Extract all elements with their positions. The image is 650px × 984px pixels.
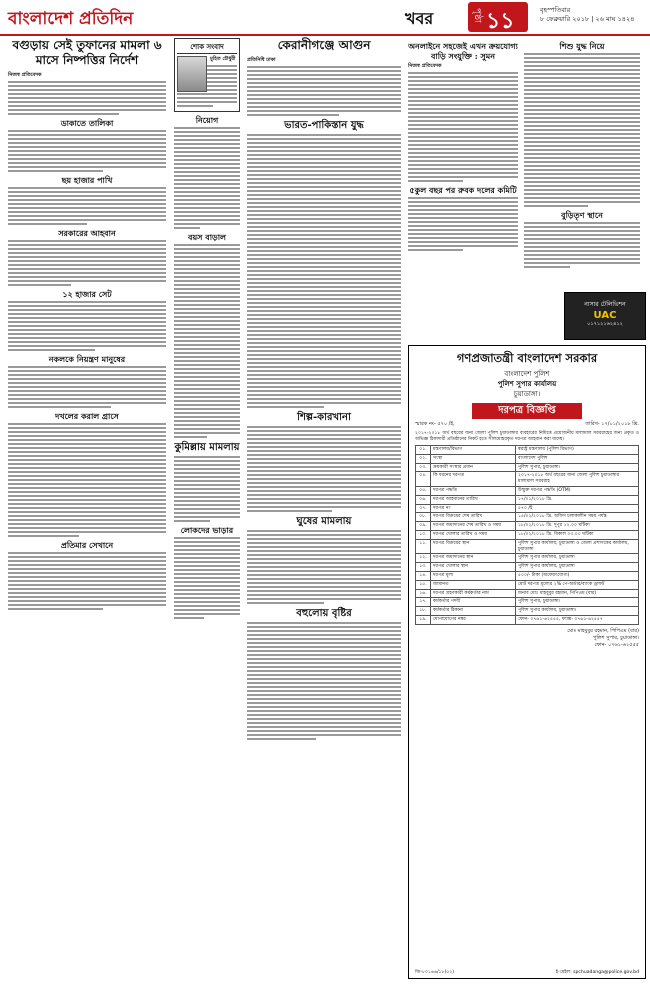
tender-cell-v: ১৮/০২/২০১৮ খ্রি. বিকাল ০৩.০০ ঘটিকা	[516, 530, 639, 539]
tender-cell-v: স্বরাষ্ট্র মন্ত্রণালয় (পুলিশ বিভাগ)	[516, 446, 639, 455]
day-label: বৃহস্পতিবার	[540, 6, 571, 14]
tender-row	[416, 495, 639, 504]
tender-cell-k: ১০.	[416, 530, 431, 539]
tender-cell-l: মন্ত্রণালয়/বিভাগ	[431, 446, 516, 455]
article-text	[8, 366, 166, 408]
tender-cell-v: ১৭/০১/২০১৮ খ্রি.	[516, 495, 639, 504]
article-text	[8, 240, 166, 286]
tender-row	[416, 571, 639, 580]
article-text	[247, 134, 401, 408]
subhead: নকলকে নিয়ন্ত্রণ মানুষের	[48, 354, 126, 364]
article-text	[8, 81, 166, 115]
signatory-name: মোঃ মাহবুবুর রহমান, পিপিএম (বার)	[567, 627, 639, 634]
article-text	[408, 72, 518, 182]
tender-cell-v: জনাব মোঃ মাহবুবুর রহমান, পিপিএম (বার)	[516, 589, 639, 598]
tender-cell-v: পুলিশ সুপার কার্যালয়, চুয়াডাঙ্গা ও জেলা প্রশাসকের কার্যালয়, চুয়াডাঙ্গা	[516, 539, 639, 554]
article-text	[247, 66, 401, 116]
tender-row	[416, 580, 639, 589]
subhead: সরকারের আহবান	[58, 228, 116, 238]
tender-row	[416, 554, 639, 563]
subhead: ঘুষের মামলায়	[296, 516, 352, 527]
tender-cell-v: ১৫/০২/২০১৮ খ্রি. অফিস চলাকালীন সময় পর্যন্ত	[516, 513, 639, 522]
tender-cell-l: কর্মকর্তার পদবী	[431, 598, 516, 607]
masthead	[0, 0, 650, 36]
tender-cell-k: ১৪.	[416, 571, 431, 580]
email-address: ই-মেইল: spchuadanga@police.gov.bd	[555, 970, 639, 975]
article-text	[247, 622, 401, 740]
tender-row	[416, 607, 639, 616]
tender-cell-l: সংস্থা	[431, 454, 516, 463]
tender-cell-l: দরপত্র খোলার তারিখ ও সময়	[431, 530, 516, 539]
tender-row	[416, 472, 639, 487]
tender-cell-v: ফোন- ০৭৬১-৬২৫৫৫, ফ্যাক্স- ০৭৬১-৬২৫৫৭	[516, 615, 639, 624]
office-name: পুলিশ সুপার কার্যালয়	[497, 380, 557, 388]
subhead: ভারত-পাকিস্তান যুদ্ধ	[284, 120, 364, 131]
tender-cell-k: ০৭.	[416, 504, 431, 513]
dept-name: বাংলাদেশ পুলিশ	[504, 370, 550, 378]
tender-cell-l: কি ধরনের দরপত্র	[431, 472, 516, 487]
tender-intro: ২০১৭-২০১৮ অর্থ বছরের জন্য জেলা পুলিশ চুয়াডাঙ্গার ব্যবহারের নিমিত্তে প্রয়োজনীয় মালামাল সরবরাহের জন্য প্রকৃত ও অভিজ্ঞ ঠিকাদারী প্রতিষ্ঠানের নিকট হতে সীলমোহরকৃত দরপত্র আহবান করা যাচ্ছে।	[415, 431, 639, 442]
child-war-story	[524, 38, 640, 270]
tender-row	[416, 446, 639, 455]
section-title: খবর	[405, 9, 434, 28]
page-number: ১১	[486, 9, 515, 34]
tender-table	[415, 445, 639, 625]
tender-row	[416, 598, 639, 607]
article-text	[524, 53, 640, 207]
headline-online[interactable]: অনলাইনে সহজেই এখন ক্রয়যোগ্য বাড়ি সংযুক্তি : সুমন	[408, 41, 518, 61]
tender-cell-l: যোগাযোগের নম্বর	[431, 615, 516, 624]
ad-logo: UAC	[593, 310, 617, 321]
headline-child[interactable]: শিশু যুদ্ধ নিয়ে	[559, 41, 605, 51]
tender-title: দরপত্র বিজ্ঞপ্তি	[472, 403, 582, 419]
tender-cell-v: পুলিশ সুপার কার্যালয়, চুয়াডাঙ্গা	[516, 563, 639, 572]
article-text	[524, 222, 640, 268]
column-3	[247, 38, 401, 742]
tender-cell-k: ১১.	[416, 539, 431, 554]
lead-headline[interactable]: বগুড়ায় সেই তুফানের মামলা ৬ মাসে নিষ্পত্তির নির্দেশ	[12, 38, 162, 67]
article-text	[174, 456, 240, 522]
reporter-byline: নিজস্ব প্রতিবেদক	[8, 72, 42, 78]
subhead: ৫কুল বছর পর রুবক দলের কমিটি	[409, 185, 517, 195]
subhead: ১২ হাজার সেট	[62, 289, 112, 299]
memo-number: স্মারক নং- ৫৭০ /ই,	[415, 421, 455, 427]
tender-cell-v: ৫৭০ /ই	[516, 504, 639, 513]
subhead: শিল্প-কারখানা	[297, 412, 351, 423]
page-label: পৃষ্ঠা	[472, 8, 482, 23]
ad-box[interactable]	[564, 292, 646, 340]
tender-cell-l: দরপত্র গ্রহণকারী কর্মকর্তার নাম	[431, 589, 516, 598]
reporter-byline: নিজস্ব প্রতিবেদক	[408, 63, 442, 69]
subhead: ডাকাতে তালিকা	[60, 118, 114, 128]
tender-row	[416, 463, 639, 472]
tender-cell-k: ১৫.	[416, 580, 431, 589]
subhead: নিয়োগ	[195, 115, 219, 125]
subhead: ছয় হাজার পাখি	[61, 175, 113, 185]
signature-block	[409, 625, 645, 649]
tender-row	[416, 513, 639, 522]
tender-cell-k: ১৬.	[416, 589, 431, 598]
subhead: লোকদের ভাড়ার	[180, 525, 234, 535]
memo-date: তারিখ- ১৭/০১/২০১৮ খ্রি.	[585, 421, 639, 427]
headline-secondary[interactable]: কুমিল্লায় মামলায়	[174, 442, 240, 453]
tender-cell-k: ১২.	[416, 554, 431, 563]
column-2	[174, 38, 240, 621]
article-text	[174, 127, 240, 229]
tender-cell-v: বাংলাদেশ পুলিশ	[516, 454, 639, 463]
online-story	[408, 38, 518, 253]
tender-cell-v: ২০১৭-২০১৮ অর্থ বছরের জন্য জেলা পুলিশ চুয়াডাঙ্গার মালামাল সরবরাহ	[516, 472, 639, 487]
tender-cell-l: দরপত্র পদ্ধতি	[431, 486, 516, 495]
reporter-byline: প্রতিনিধি ঢাকা	[247, 57, 276, 63]
tender-cell-v: পুলিশ সুপার, চুয়াডাঙ্গা।	[516, 463, 639, 472]
gd-number: জি-৮০১৬৬/১৮(৫২)	[415, 970, 455, 975]
tender-row	[416, 530, 639, 539]
subhead: দখলের করাল গ্রাসে	[55, 411, 119, 421]
tender-cell-k: ০৮.	[416, 513, 431, 522]
subhead: বয়স বাড়াল	[188, 232, 226, 242]
tender-row	[416, 589, 639, 598]
newspaper-logo: বাংলাদেশ প্রতিদিন	[8, 9, 134, 29]
tender-cell-k: ১৮.	[416, 607, 431, 616]
tender-row	[416, 522, 639, 531]
tender-cell-l: দরপত্র জমাদানের শেষ তারিখ ও সময়	[431, 522, 516, 531]
tender-cell-k: ০৫.	[416, 486, 431, 495]
column-1	[8, 38, 166, 612]
page-number-box	[468, 2, 528, 32]
subhead: বুড়িতৃণ স্থানে	[561, 210, 603, 220]
tender-cell-k: ০১.	[416, 446, 431, 455]
headline-keraniganj[interactable]: কেরানীগঞ্জে আগুন	[277, 38, 371, 52]
tender-cell-k: ০২.	[416, 454, 431, 463]
tender-cell-k: ১৭.	[416, 598, 431, 607]
tender-row	[416, 539, 639, 554]
article-text	[8, 130, 166, 172]
tender-cell-l: কর্মকর্তার ঠিকানা	[431, 607, 516, 616]
tender-cell-l: দরপত্র খোলার স্থান	[431, 563, 516, 572]
tender-cell-v: উন্মুক্ত দরপত্র পদ্ধতি (OTM)	[516, 486, 639, 495]
tender-notice	[408, 345, 646, 979]
tender-cell-k: ০৯.	[416, 522, 431, 531]
tender-cell-l: দরপত্র আহবানের তারিখ	[431, 495, 516, 504]
gov-title: গণপ্রজাতন্ত্রী বাংলাদেশ সরকার	[456, 351, 598, 365]
date-label: ৮ ফেব্রুয়ারি ২০১৮ | ২৬ মাঘ ১৪২৪	[540, 15, 635, 23]
tender-cell-v: ১৮/০২/২০১৮ খ্রি. দুপুর ১২.০০ ঘটিকা	[516, 522, 639, 531]
subhead: বহুলোয় বৃষ্টির	[296, 608, 352, 619]
dateline	[540, 6, 646, 24]
obituary-name: মুহিত চৌধুরী	[210, 56, 236, 62]
tender-cell-k: ০৩.	[416, 463, 431, 472]
tender-cell-l: জামানত	[431, 580, 516, 589]
article-text	[8, 301, 166, 351]
tender-cell-l: দরপত্র বিক্রয়ের স্থান	[431, 539, 516, 554]
tender-cell-k: ১৩.	[416, 563, 431, 572]
tender-row	[416, 486, 639, 495]
article-text	[8, 423, 166, 537]
tender-cell-l: দরপত্র নং	[431, 504, 516, 513]
signatory-phone: ফোন- ০৭৬১-৬২৫৫৫	[594, 641, 639, 648]
tender-cell-v: পুলিশ সুপার কার্যালয়, চুয়াডাঙ্গা।	[516, 607, 639, 616]
article-text	[408, 197, 518, 251]
article-text	[8, 187, 166, 225]
tender-cell-l: ক্রয়কারী সংস্থার প্রধান	[431, 463, 516, 472]
obituary-title: শোক সংবাদ	[177, 41, 237, 54]
tender-cell-v: পুলিশ সুপার কার্যালয়, চুয়াডাঙ্গা	[516, 554, 639, 563]
ad-brand: নাসার টেলিভিশন	[584, 301, 626, 308]
memo-line	[409, 421, 645, 429]
article-text	[174, 244, 240, 438]
tender-cell-l: দরপত্র মূল্য	[431, 571, 516, 580]
tender-cell-v: পুলিশ সুপার, চুয়াডাঙ্গা।	[516, 598, 639, 607]
signatory-title: পুলিশ সুপার, চুয়াডাঙ্গা।	[593, 634, 639, 641]
tender-cell-k: ১৯.	[416, 615, 431, 624]
article-text	[8, 552, 166, 610]
article-text	[247, 426, 401, 512]
tender-cell-l: দরপত্র জমাদানের স্থান	[431, 554, 516, 563]
tender-cell-v: ৫০০/- টাকা (অফেরৎযোগ্য)	[516, 571, 639, 580]
tender-cell-k: ০৪.	[416, 472, 431, 487]
obituary-box	[174, 38, 240, 112]
tender-row	[416, 563, 639, 572]
tender-row	[416, 615, 639, 624]
tender-row	[416, 454, 639, 463]
obituary-photo	[177, 56, 207, 92]
subhead: প্রতিমার সেখানে	[60, 540, 114, 550]
article-text	[174, 537, 240, 619]
tender-cell-v: মোট দরপত্র মূল্যের ২% পে-অর্ডার/ব্যাংক ড্রাফট	[516, 580, 639, 589]
tender-row	[416, 504, 639, 513]
ad-phone: ০১৭১২১৬২৪১২	[587, 321, 623, 327]
article-text	[247, 530, 401, 604]
district-name: চুয়াডাঙ্গা।	[513, 390, 541, 398]
tender-cell-l: দরপত্র বিক্রয়ের শেষ তারিখ	[431, 513, 516, 522]
tender-cell-k: ০৬.	[416, 495, 431, 504]
tender-footer	[415, 968, 639, 976]
